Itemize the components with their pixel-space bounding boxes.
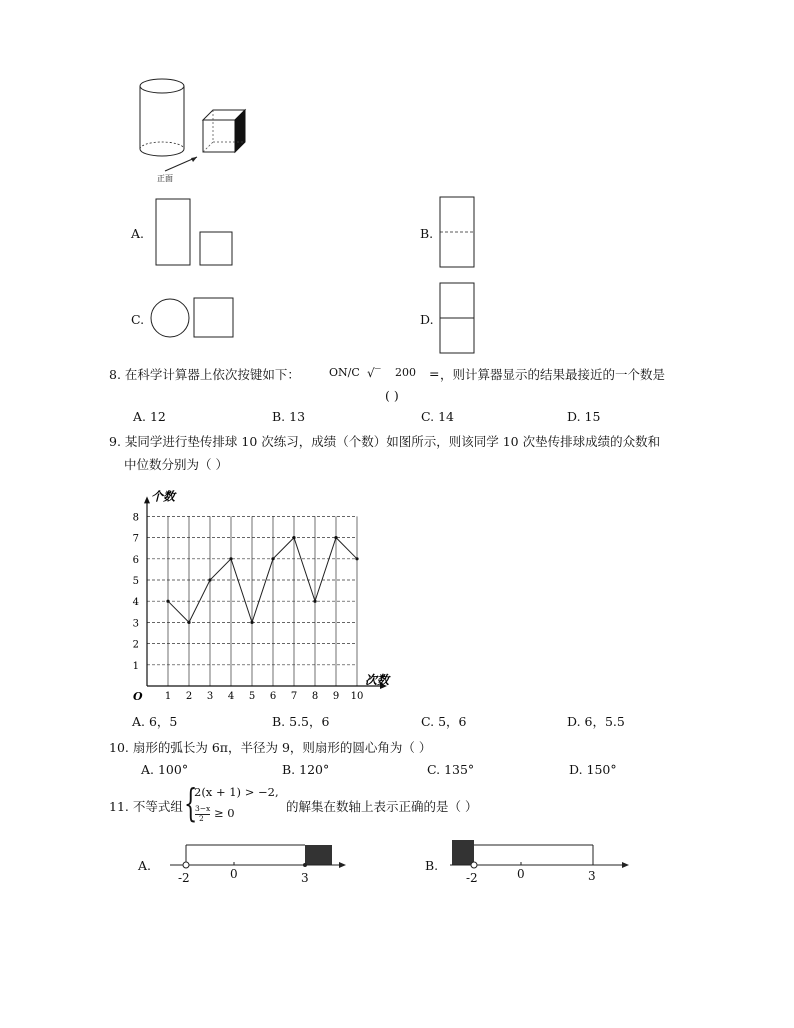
q8-key-eq: = xyxy=(429,366,440,381)
y-tick-label-1: 1 xyxy=(132,660,139,672)
x-tick-label-6: 6 xyxy=(269,691,277,702)
q10-option-b: B. 120° xyxy=(282,762,330,777)
tick-label-neg2: -2 xyxy=(178,871,190,885)
x-tick-label-3: 3 xyxy=(206,691,214,702)
x-axis-title: 次数 xyxy=(365,673,390,687)
q9-line2: 中位数分别为（ ） xyxy=(124,457,228,472)
x-tick-label-5: 5 xyxy=(248,691,256,702)
data-point-4 xyxy=(229,557,232,560)
brace-glyph: { xyxy=(184,781,198,825)
q10-text: 10. 扇形的弧长为 6π，半径为 9，则扇形的圆心角为（ ） xyxy=(109,740,432,755)
q7-option-a-figure xyxy=(154,198,236,272)
q11-option-b-numberline xyxy=(447,835,637,890)
inequality-2-numerator: 3−x xyxy=(195,804,211,813)
x-tick-label-10: 10 xyxy=(350,691,364,702)
tick-label-3: 3 xyxy=(588,869,596,883)
x-tick-label-9: 9 xyxy=(332,691,340,702)
q8-key-200: 200 xyxy=(395,366,416,379)
q9-option-a: A. 6，5 xyxy=(132,714,178,729)
x-tick-label-2: 2 xyxy=(185,691,193,702)
q8-option-a: A. 12 xyxy=(133,409,166,424)
y-tick-label-5: 5 xyxy=(132,576,139,587)
inequality-1: 2(x + 1) > −2, xyxy=(194,785,279,799)
q7-solids-svg xyxy=(125,72,255,187)
origin-label: O xyxy=(133,690,143,703)
q9-line1: 9. 某同学进行垫传排球 10 次练习，成绩（个数）如图所示，则该同学 10 次垫传排球成绩的众数和 xyxy=(109,434,661,449)
data-point-1 xyxy=(166,600,169,603)
data-point-8 xyxy=(313,600,316,603)
q10-option-d: D. 150° xyxy=(569,762,617,777)
q7-option-a-letter: A. xyxy=(131,226,145,241)
q7-option-c-letter: C. xyxy=(131,312,145,327)
q8-prefix: 8. 在科学计算器上依次按键如下： xyxy=(109,367,300,382)
q10-option-c: C. 135° xyxy=(427,762,475,777)
q11-option-a-numberline xyxy=(160,835,350,890)
q8-option-d: D. 15 xyxy=(567,409,601,424)
inequality-2-relation: ≥ 0 xyxy=(214,806,235,820)
q7-option-d-letter: D. xyxy=(420,312,434,327)
tick-label-0: 0 xyxy=(517,867,525,881)
inequality-2-denominator: 2 xyxy=(199,814,204,823)
data-point-10 xyxy=(355,557,358,560)
data-point-3 xyxy=(208,578,211,581)
q11-inequality-system xyxy=(184,783,284,828)
q10-option-a: A. 100° xyxy=(141,762,189,777)
data-point-6 xyxy=(271,557,274,560)
q8-suffix: ，则计算器显示的结果最接近的一个数是 xyxy=(440,367,666,382)
y-axis-title: 个数 xyxy=(151,489,176,504)
y-tick-label-7: 7 xyxy=(132,533,139,545)
q7-option-c-figure xyxy=(148,295,240,345)
q11-prefix: 11. 不等式组 xyxy=(109,799,183,814)
x-tick-label-8: 8 xyxy=(311,691,319,702)
q8-key-sqrt: √‾ xyxy=(367,366,381,380)
data-point-7 xyxy=(292,536,295,539)
q9-chart xyxy=(125,478,415,703)
q11-option-b-letter: B. xyxy=(425,858,439,873)
q7-option-b-letter: B. xyxy=(420,226,434,241)
front-label: 正面 xyxy=(157,174,173,183)
tick-label-0: 0 xyxy=(230,867,238,881)
q11-option-a-letter: A. xyxy=(138,858,152,873)
q7-option-d-figure xyxy=(438,281,478,359)
x-tick-label-4: 4 xyxy=(227,691,235,702)
data-point-9 xyxy=(334,536,337,539)
q7-solid-figure xyxy=(125,72,255,187)
y-tick-label-4: 4 xyxy=(132,597,139,609)
y-tick-label-3: 3 xyxy=(132,618,139,630)
x-tick-label-1: 1 xyxy=(164,691,172,702)
q8-option-c: C. 14 xyxy=(421,409,454,424)
q8-key-onc: ON/C xyxy=(329,366,360,379)
q7-option-b-figure xyxy=(438,195,478,273)
y-tick-label-2: 2 xyxy=(132,639,139,651)
q8-option-b: B. 13 xyxy=(272,409,306,424)
q11-suffix: 的解集在数轴上表示正确的是（ ） xyxy=(286,799,478,814)
q8-answer-paren: ( ) xyxy=(385,388,399,403)
data-point-5 xyxy=(250,621,253,624)
y-tick-label-8: 8 xyxy=(132,512,139,524)
y-tick-label-6: 6 xyxy=(132,554,139,566)
q9-option-c: C. 5，6 xyxy=(421,714,467,729)
data-point-2 xyxy=(187,621,190,624)
tick-label-3: 3 xyxy=(301,871,309,885)
x-tick-label-7: 7 xyxy=(290,691,298,702)
q9-option-d: D. 6，5.5 xyxy=(567,714,625,729)
q9-option-b: B. 5.5，6 xyxy=(272,714,330,729)
tick-label-neg2: -2 xyxy=(466,871,478,885)
y-axis-arrow xyxy=(144,496,150,503)
line-chart-svg xyxy=(125,478,415,703)
